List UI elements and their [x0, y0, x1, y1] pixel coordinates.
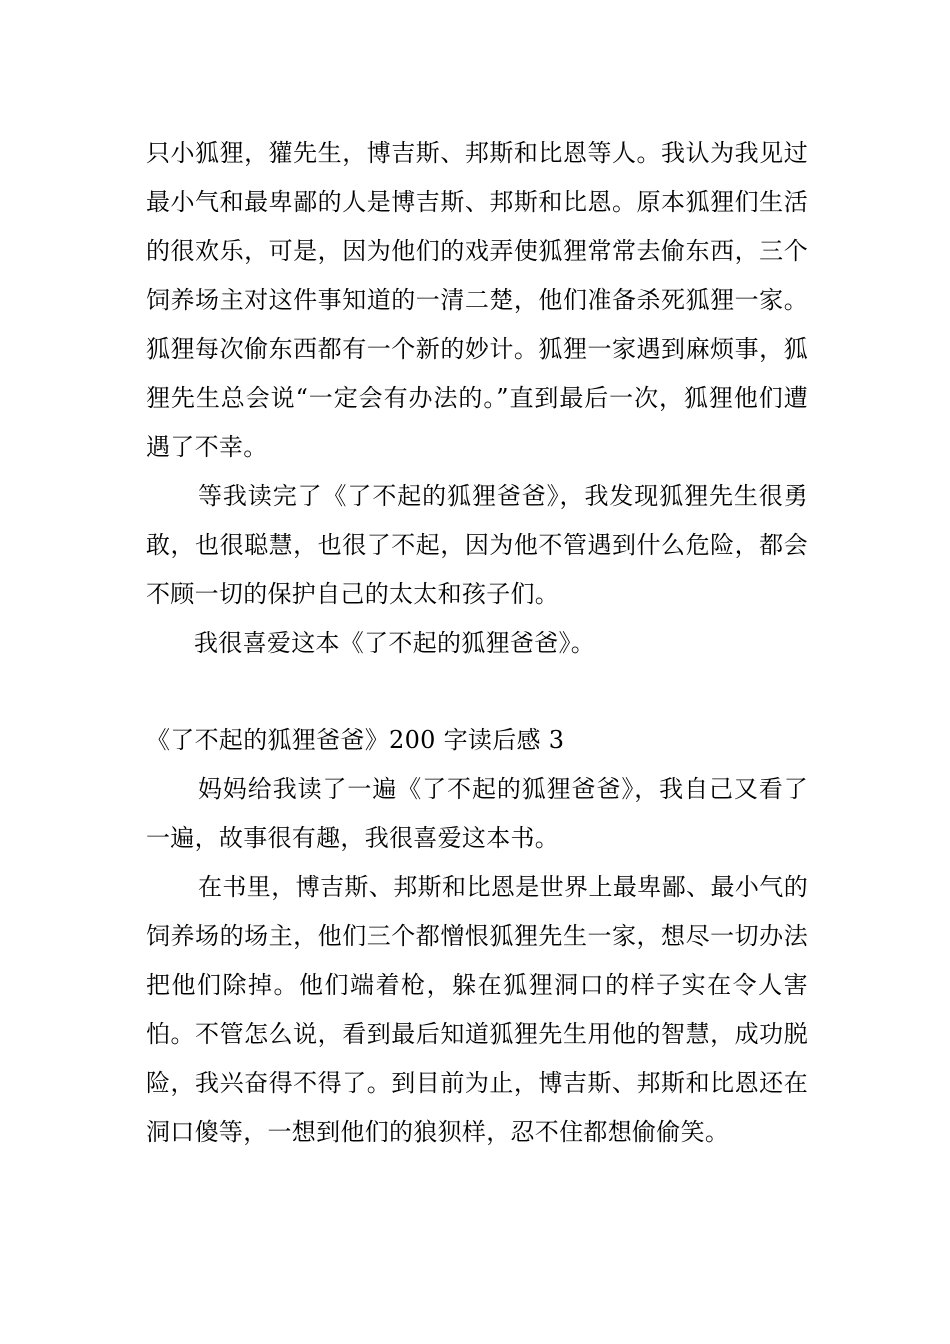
paragraph-fox-brave: 等我读完了《了不起的狐狸爸爸》，我发现狐狸先生很勇敢，也很聪慧，也很了不起，因为他不管遇到什么危险，都会不顾一切的保护自己的太太和孩子们。: [146, 482, 808, 608]
paragraph-love-book: 我很喜爱这本《了不起的狐狸爸爸》。: [194, 629, 596, 657]
paragraph-mom-read: 妈妈给我读了一遍《了不起的狐狸爸爸》，我自己又看了一遍，故事很有趣，我很喜爱这本书。: [146, 775, 808, 852]
paragraph-continuation: 只小狐狸，獾先生，博吉斯、邦斯和比恩等人。我认为我见过最小气和最卑鄙的人是博吉斯、邦斯和比恩。原本狐狸们生活的很欢乐，可是，因为他们的戏弄使狐狸常常去偷东西，三个饲养场主对这件事知道的一清二楚，他们准备杀死狐狸一家。狐狸每次偷东西都有一个新的妙计。狐狸一家遇到麻烦事，狐狸先生总会说“一定会有办法的。”直到最后一次，狐狸他们遭遇了不幸。: [146, 139, 808, 461]
paragraph-in-book: 在书里，博吉斯、邦斯和比恩是世界上最卑鄙、最小气的饲养场的场主，他们三个都憎恨狐狸先生一家，想尽一切办法把他们除掉。他们端着枪，躲在狐狸洞口的样子实在令人害怕。不管怎么说，看到最后知道狐狸先生用他的智慧，成功脱险，我兴奋得不得了。到目前为止，博吉斯、邦斯和比恩还在洞口傻等，一想到他们的狼狈样，忍不住都想偷偷笑。: [146, 873, 808, 1146]
section-gap: [146, 668, 808, 716]
document-page: [146, 129, 808, 1157]
section-heading: 《了不起的狐狸爸爸》200 字读后感 3: [146, 726, 565, 754]
